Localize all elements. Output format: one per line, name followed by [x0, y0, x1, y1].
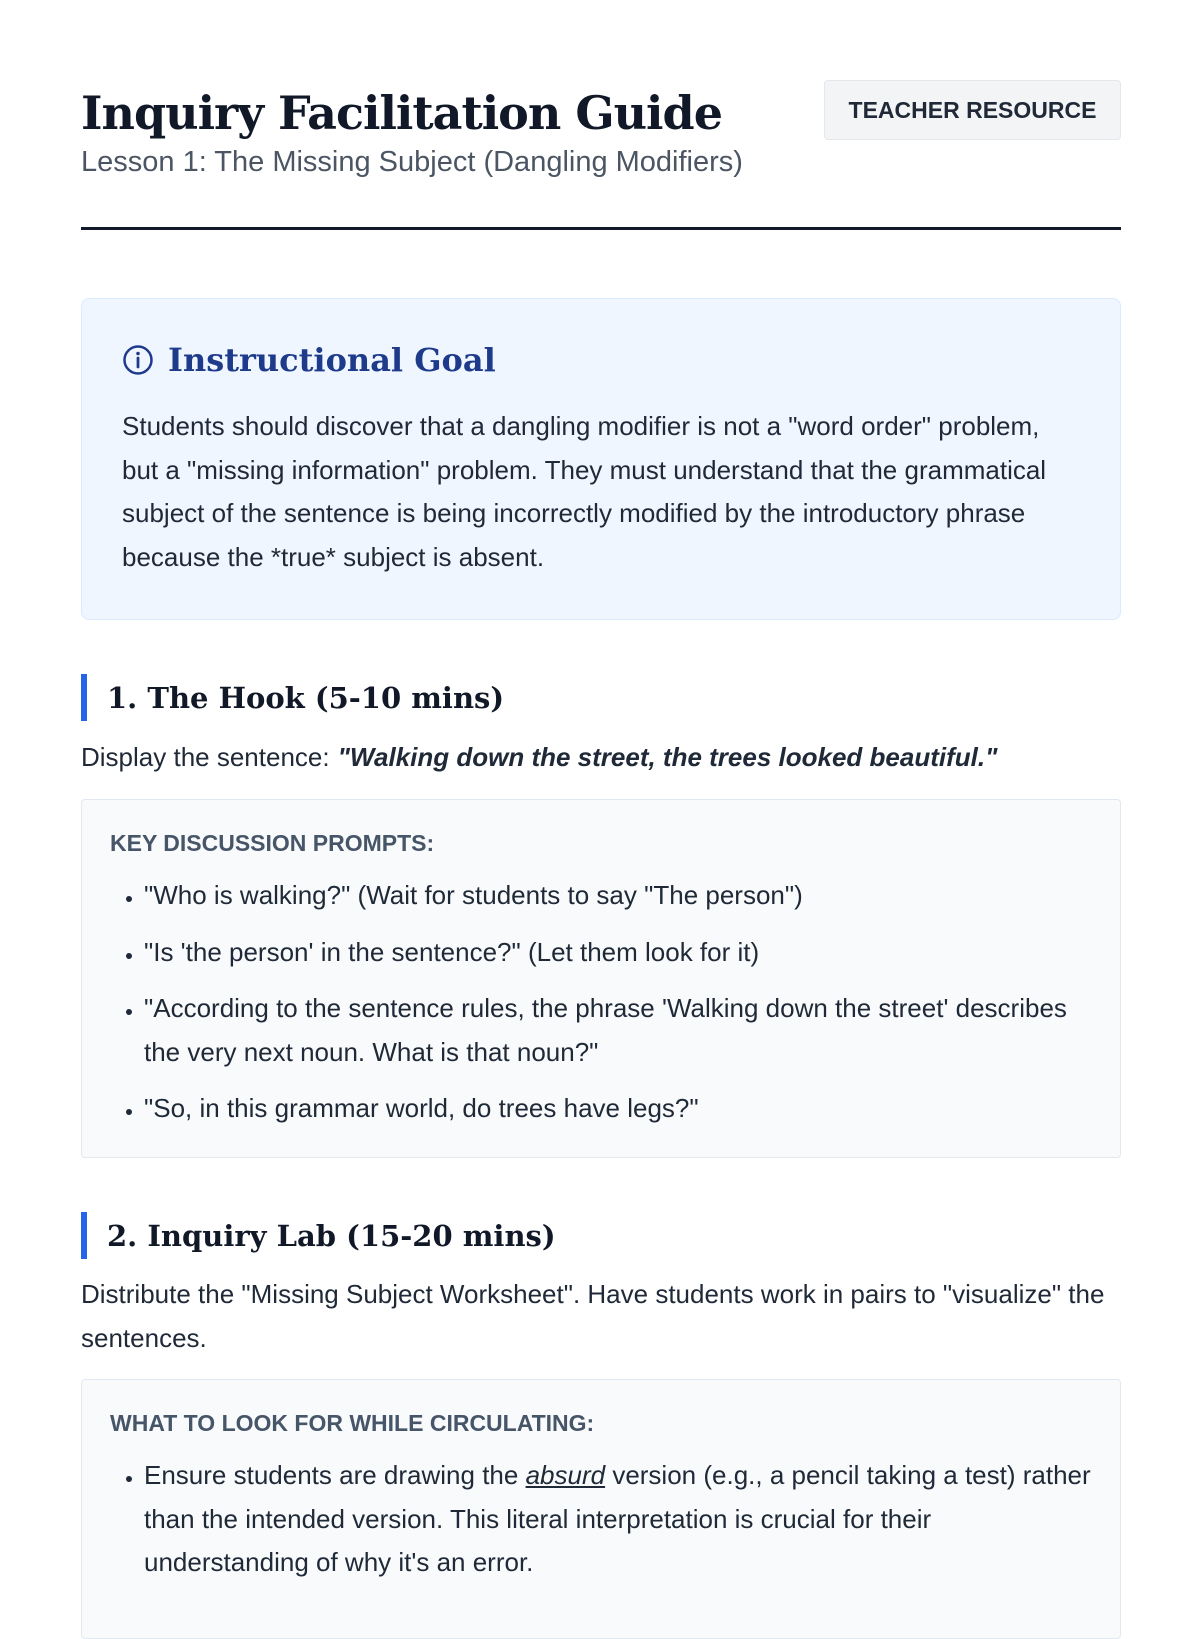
- teacher-resource-badge: TEACHER RESOURCE: [824, 80, 1121, 140]
- list-item: • "So, in this grammar world, do trees have legs?": [144, 1087, 1100, 1131]
- list-item: • "According to the sentence rules, the phrase 'Walking down the street' describes the very next noun. What is that noun?": [144, 987, 1100, 1074]
- instructional-goal-header: [122, 341, 496, 379]
- circulating-checklist-list: [82, 1454, 1100, 1598]
- list-item-text-before: Ensure students are drawing the: [144, 1460, 519, 1490]
- hook-example-sentence: "Walking down the street, the trees looked beautiful.": [337, 742, 998, 772]
- section-inquiry-lab-heading: [81, 1212, 556, 1259]
- circulating-checklist-panel: [81, 1379, 1121, 1639]
- list-item: • "Is 'the person' in the sentence?" (Let them look for it): [144, 931, 1100, 975]
- list-item-text-after: version (e.g., a pencil taking a test) rather than the intended version. This literal interpretation is crucial for their understanding of why it's an error.: [144, 1460, 1091, 1577]
- discussion-prompts-list: [82, 874, 1100, 1144]
- inquiry-lab-intro: Distribute the "Missing Subject Worksheet". Have students work in pairs to "visualize" the sentences.: [81, 1279, 1105, 1353]
- lesson-subtitle: Lesson 1: The Missing Subject (Dangling Modifiers): [81, 146, 743, 178]
- section-hook-title: 1. The Hook (5-10 mins): [107, 680, 505, 715]
- list-item-emphasis: absurd: [525, 1460, 606, 1490]
- page-title: Inquiry Facilitation Guide: [81, 86, 722, 140]
- instructional-goal-heading: Instructional Goal: [168, 341, 496, 379]
- hook-intro: [81, 736, 1121, 780]
- header-divider: [81, 227, 1121, 230]
- hook-intro-prefix: Display the sentence:: [81, 742, 330, 772]
- list-item: [144, 1454, 1100, 1585]
- section-hook-heading: [81, 674, 504, 721]
- section-inquiry-lab-title: 2. Inquiry Lab (15-20 mins): [107, 1218, 556, 1253]
- list-item: • "Who is walking?" (Wait for students to say "The person"): [144, 874, 1100, 918]
- instructional-goal-box: [81, 298, 1121, 620]
- discussion-prompts-label: KEY DISCUSSION PROMPTS:: [110, 830, 435, 856]
- info-circle-icon: [122, 344, 154, 376]
- instructional-goal-text: Students should discover that a dangling modifier is not a "word order" problem, but a "missing information" problem. They must understand that the grammatical subject of the sentence is being incorrectly modified by the introductory phrase because the *true* subject is absent.: [122, 411, 1047, 572]
- header: [81, 80, 1121, 230]
- discussion-prompts-panel: [81, 799, 1121, 1158]
- circulating-checklist-label: WHAT TO LOOK FOR WHILE CIRCULATING:: [110, 1410, 595, 1436]
